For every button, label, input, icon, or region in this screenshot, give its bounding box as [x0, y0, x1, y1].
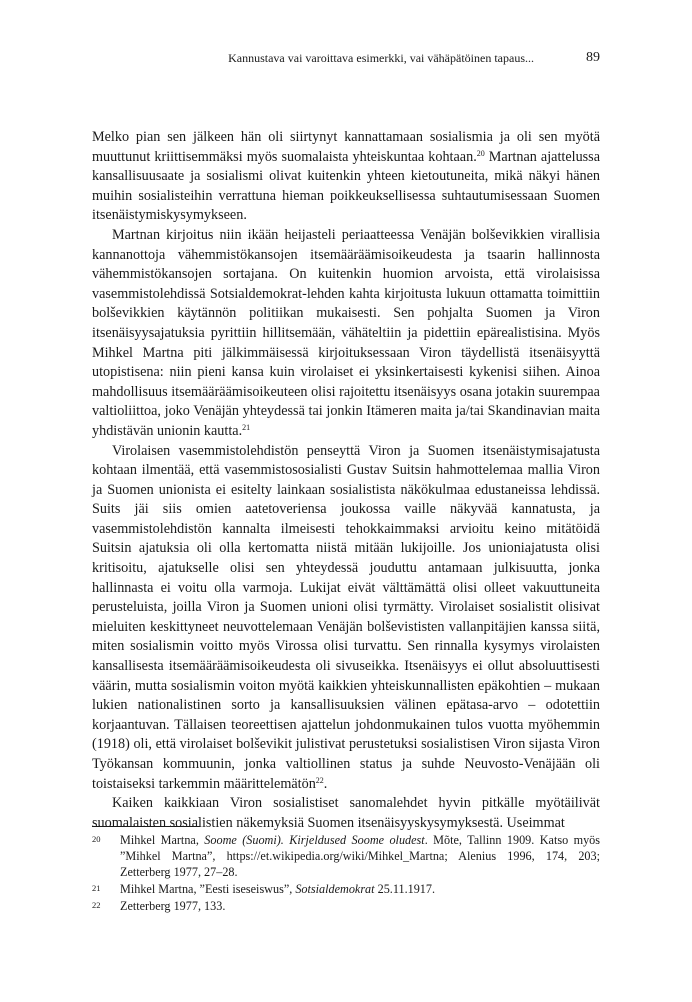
footnote-ref-22: 22 [315, 775, 324, 785]
footnote-number: 22 [92, 900, 101, 910]
paragraph-4 [92, 794, 600, 833]
footnote-pre: Mihkel Martna, ”Eesti iseseiswus”, [120, 882, 296, 896]
footnote-ref-21: 21 [242, 422, 251, 432]
footnote-22 [92, 898, 600, 914]
paragraph-1 [92, 128, 600, 226]
paragraph-text: Kaiken kaikkiaan Viron sosialistiset sanomalehdet hyvin pitkälle myötäilivät suomalaisten sosialistien näkemyksiä Suomen itsenäisyyskysymyksestä. Useimmat [92, 795, 600, 831]
paragraph-2 [92, 226, 600, 442]
footnote-title: Soome (Suomi). Kirjeldused Soome oludest [204, 833, 425, 847]
footnote-separator [92, 826, 200, 827]
paragraph-text: Martnan ajattelussa kansallisuusaate ja sosialismi olivat kuitenkin yhteen kietoutuneita, mikä näkyi hänen muihin sosialisteihin verrattuna hieman poikkeuksellisessa suhtautumisessaan Suomen itsenäistymiskysymykseen. [92, 148, 601, 224]
running-head: Kannustava vai varoittava esimerkki, vai vähäpätöinen tapaus... [228, 51, 534, 65]
footnote-post: . Mõte, Tallinn 1909. Katso myös ”Mihkel Martna”, https://et.wikipedia.org/wiki/Mihkel_Martna; Alenius 1996, 174, 203; Zetterberg 1977, 27–28. [120, 833, 601, 879]
footnote-21 [92, 881, 600, 897]
footnote-pre: Mihkel Martna, [120, 833, 205, 847]
footnote-text [120, 898, 600, 914]
footnote-20 [92, 832, 600, 880]
page-number: 89 [586, 50, 600, 65]
footnote-number: 21 [92, 883, 101, 893]
footnote-number: 20 [92, 834, 101, 844]
body-text [92, 128, 600, 833]
footnote-post: 25.11.1917. [374, 882, 436, 896]
footnote-title: Sotsialdemokrat [295, 882, 375, 896]
paragraph-text: . [323, 775, 328, 792]
footnote-pre: Zetterberg 1977, 133. [120, 899, 226, 913]
footnote-text [120, 832, 600, 880]
paragraph-text: Melko pian sen jälkeen hän oli siirtynyt kannattamaan sosialismia ja oli sen myötä muuttunut kriittisemmäksi myös suomalaista yhteiskuntaa kohtaan. [92, 129, 600, 165]
paragraph-3 [92, 442, 600, 795]
footnote-ref-20: 20 [476, 148, 485, 158]
paragraph-text: Martnan kirjoitus niin ikään heijasteli periaatteessa Venäjän bolševikkien virallisia kannanottoja vähemmistökansojen itsemääräämisoikeudesta ja tsaarin hallinnosta vähemmistökansojen sortajana. On kuitenkin huomion arvoista, että virolaisissa vasemmistolehdissä Sotsialdemokrat-lehden kahta kirjoitusta lukuun ottamatta toimittiin bolševikkien käytännön politiikan mukaisesti. Sen pohjalta Suomen ja Viron itsenäisyysajatuksia pyrittiin hillitsemään, vähäteltiin ja pidettiin epärealistisina. Myös Mihkel Martna piti jälkimmäisessä kirjoituksessaan Viron täydellistä itsenäisyyttä utopistisena: niin pieni kansa kuin virolaiset ei yksinkertaisesti kykenisi siihen. Ainoa mahdollisuus itsemääräämisoikeuteen olisi rajoitettu itsenäisyys osana jotakin suurempaa valtioliittoa, joko Venäjän yhteydessä tai jonkin Itämeren maita ja/tai Skandinavian maita yhdistävän unionin kautta. [92, 226, 600, 439]
footnote-text [120, 881, 600, 897]
footnotes [92, 832, 600, 915]
paragraph-text: Virolaisen vasemmistolehdistön penseyttä Viron ja Suomen itsenäistymisajatusta kohtaan ilmentää, että vasemmistososialisti Gustav Suitsin hahmottelemaa mallia Viron ja Suomen unionista ei esitelty lainkaan sosialistista näkökulmaa edustaneissa lehdissä. Suits jäi siis omien aatetoveriensa joukossa vaille näkyvää kannatusta, ja vasemmistolehdistön kannalta ilmeisesti tehokkaimmaksi arvioitu keino mitätöidä Suitsin ajatuksia oli olla kertomatta niistä mitään lukijoille. Jos unioniajatusta olisi kritisoitu, ajatukselle olisi sen yhteydessä jouduttu antamaan julkisuutta, jonka hallinnasta ei voitu olla varmoja. Lukijat eivät välttämättä olisi olleet vakuuttuneita perusteluista, joilla Viron ja Suomen unioni olisi tyrmätty. Virolaiset sosialistit olisivat mieluiten keskittyneet neuvottelemaan Venäjän bolševististen vallanpitäjien kanssa siitä, miten sosialismin voitto myös Virossa olisi turvattu. Sen rinnalla kysymys virolaisten kansallisesta itsemääräämisoikeudesta oli sivuseikka. Itsenäisyys ei ollut absoluuttisesti väärin, mutta sosialismin voiton myötä kaikkien yhteiskunnallisten epäkohtien – mukaan lukien nationalistinen sorto ja kansallisuuksien välinen epätasa-arvo – odotettiin korjaantuvan. Tällaisen teoreettisen ajattelun johdonmukainen tulos vuotta myöhemmin (1918) oli, että virolaiset bolševikit julistivat perustetuksi sosialistisen Viron sijasta Viron Työkansan kommuunin, jonka valtiollinen status ja suhde Neuvosto-Venäjään oli toistaiseksi tarkemmin määrittelemätön [92, 442, 600, 792]
